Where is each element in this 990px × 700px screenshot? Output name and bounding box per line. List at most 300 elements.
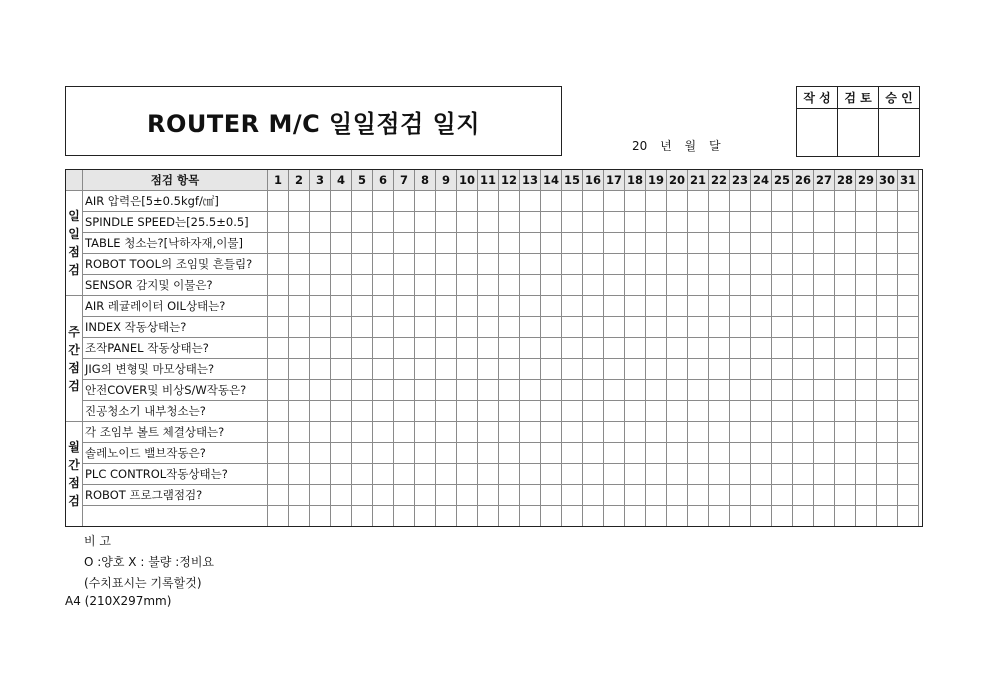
day-cell[interactable] xyxy=(625,464,646,485)
day-cell[interactable] xyxy=(499,443,520,464)
day-cell[interactable] xyxy=(856,233,877,254)
day-cell[interactable] xyxy=(625,401,646,422)
day-cell[interactable] xyxy=(730,275,751,296)
day-cell[interactable] xyxy=(562,254,583,275)
day-cell[interactable] xyxy=(457,296,478,317)
day-cell[interactable] xyxy=(751,254,772,275)
day-cell[interactable] xyxy=(772,443,793,464)
day-cell[interactable] xyxy=(793,254,814,275)
day-cell[interactable] xyxy=(877,233,898,254)
day-cell[interactable] xyxy=(814,359,835,380)
day-cell[interactable] xyxy=(352,317,373,338)
day-cell[interactable] xyxy=(541,338,562,359)
day-cell[interactable] xyxy=(331,338,352,359)
day-cell[interactable] xyxy=(646,464,667,485)
day-cell[interactable] xyxy=(730,191,751,212)
day-cell[interactable] xyxy=(793,212,814,233)
day-cell[interactable] xyxy=(667,233,688,254)
day-cell[interactable] xyxy=(646,233,667,254)
day-cell[interactable] xyxy=(520,233,541,254)
day-cell[interactable] xyxy=(499,506,520,527)
day-cell[interactable] xyxy=(436,212,457,233)
day-cell[interactable] xyxy=(772,359,793,380)
day-cell[interactable] xyxy=(436,191,457,212)
day-cell[interactable] xyxy=(457,422,478,443)
day-cell[interactable] xyxy=(478,212,499,233)
day-cell[interactable] xyxy=(709,485,730,506)
day-cell[interactable] xyxy=(772,422,793,443)
day-cell[interactable] xyxy=(856,485,877,506)
day-cell[interactable] xyxy=(646,296,667,317)
day-cell[interactable] xyxy=(415,275,436,296)
day-cell[interactable] xyxy=(562,233,583,254)
day-cell[interactable] xyxy=(373,275,394,296)
day-cell[interactable] xyxy=(436,338,457,359)
day-cell[interactable] xyxy=(373,212,394,233)
day-cell[interactable] xyxy=(562,464,583,485)
day-cell[interactable] xyxy=(814,275,835,296)
day-cell[interactable] xyxy=(478,359,499,380)
day-cell[interactable] xyxy=(835,443,856,464)
day-cell[interactable] xyxy=(898,254,919,275)
day-cell[interactable] xyxy=(772,212,793,233)
day-cell[interactable] xyxy=(331,254,352,275)
day-cell[interactable] xyxy=(625,254,646,275)
day-cell[interactable] xyxy=(520,464,541,485)
day-cell[interactable] xyxy=(310,380,331,401)
day-cell[interactable] xyxy=(415,443,436,464)
day-cell[interactable] xyxy=(331,464,352,485)
day-cell[interactable] xyxy=(520,443,541,464)
day-cell[interactable] xyxy=(499,296,520,317)
day-cell[interactable] xyxy=(520,506,541,527)
day-cell[interactable] xyxy=(436,233,457,254)
day-cell[interactable] xyxy=(520,296,541,317)
day-cell[interactable] xyxy=(478,422,499,443)
day-cell[interactable] xyxy=(835,422,856,443)
day-cell[interactable] xyxy=(688,443,709,464)
day-cell[interactable] xyxy=(772,338,793,359)
day-cell[interactable] xyxy=(457,254,478,275)
day-cell[interactable] xyxy=(793,506,814,527)
day-cell[interactable] xyxy=(310,296,331,317)
day-cell[interactable] xyxy=(436,485,457,506)
day-cell[interactable] xyxy=(289,191,310,212)
day-cell[interactable] xyxy=(751,422,772,443)
day-cell[interactable] xyxy=(289,359,310,380)
day-cell[interactable] xyxy=(898,485,919,506)
day-cell[interactable] xyxy=(856,401,877,422)
day-cell[interactable] xyxy=(772,464,793,485)
day-cell[interactable] xyxy=(436,506,457,527)
day-cell[interactable] xyxy=(730,401,751,422)
day-cell[interactable] xyxy=(331,296,352,317)
day-cell[interactable] xyxy=(268,317,289,338)
day-cell[interactable] xyxy=(415,296,436,317)
day-cell[interactable] xyxy=(331,359,352,380)
day-cell[interactable] xyxy=(289,233,310,254)
day-cell[interactable] xyxy=(562,443,583,464)
day-cell[interactable] xyxy=(373,485,394,506)
day-cell[interactable] xyxy=(583,275,604,296)
day-cell[interactable] xyxy=(562,317,583,338)
day-cell[interactable] xyxy=(667,401,688,422)
day-cell[interactable] xyxy=(310,275,331,296)
day-cell[interactable] xyxy=(835,359,856,380)
day-cell[interactable] xyxy=(604,464,625,485)
day-cell[interactable] xyxy=(898,380,919,401)
day-cell[interactable] xyxy=(289,254,310,275)
day-cell[interactable] xyxy=(436,422,457,443)
day-cell[interactable] xyxy=(688,401,709,422)
day-cell[interactable] xyxy=(499,254,520,275)
day-cell[interactable] xyxy=(457,359,478,380)
day-cell[interactable] xyxy=(415,191,436,212)
day-cell[interactable] xyxy=(415,380,436,401)
day-cell[interactable] xyxy=(268,233,289,254)
day-cell[interactable] xyxy=(646,275,667,296)
day-cell[interactable] xyxy=(268,380,289,401)
day-cell[interactable] xyxy=(268,212,289,233)
day-cell[interactable] xyxy=(730,254,751,275)
day-cell[interactable] xyxy=(310,464,331,485)
day-cell[interactable] xyxy=(310,212,331,233)
day-cell[interactable] xyxy=(751,338,772,359)
day-cell[interactable] xyxy=(268,275,289,296)
day-cell[interactable] xyxy=(730,233,751,254)
day-cell[interactable] xyxy=(394,233,415,254)
day-cell[interactable] xyxy=(499,275,520,296)
day-cell[interactable] xyxy=(898,464,919,485)
approval-sign-author[interactable] xyxy=(797,109,838,157)
day-cell[interactable] xyxy=(310,401,331,422)
day-cell[interactable] xyxy=(709,254,730,275)
day-cell[interactable] xyxy=(835,338,856,359)
day-cell[interactable] xyxy=(751,212,772,233)
approval-sign-review[interactable] xyxy=(838,109,879,157)
day-cell[interactable] xyxy=(730,443,751,464)
day-cell[interactable] xyxy=(856,191,877,212)
day-cell[interactable] xyxy=(772,254,793,275)
day-cell[interactable] xyxy=(856,422,877,443)
day-cell[interactable] xyxy=(709,296,730,317)
day-cell[interactable] xyxy=(793,338,814,359)
day-cell[interactable] xyxy=(478,233,499,254)
day-cell[interactable] xyxy=(814,317,835,338)
day-cell[interactable] xyxy=(772,380,793,401)
day-cell[interactable] xyxy=(604,422,625,443)
day-cell[interactable] xyxy=(289,212,310,233)
day-cell[interactable] xyxy=(814,233,835,254)
day-cell[interactable] xyxy=(541,422,562,443)
day-cell[interactable] xyxy=(394,401,415,422)
day-cell[interactable] xyxy=(541,464,562,485)
day-cell[interactable] xyxy=(730,296,751,317)
day-cell[interactable] xyxy=(478,254,499,275)
day-cell[interactable] xyxy=(751,296,772,317)
day-cell[interactable] xyxy=(373,443,394,464)
day-cell[interactable] xyxy=(835,317,856,338)
day-cell[interactable] xyxy=(499,317,520,338)
day-cell[interactable] xyxy=(709,422,730,443)
day-cell[interactable] xyxy=(625,506,646,527)
day-cell[interactable] xyxy=(310,233,331,254)
day-cell[interactable] xyxy=(457,485,478,506)
day-cell[interactable] xyxy=(814,296,835,317)
day-cell[interactable] xyxy=(646,338,667,359)
day-cell[interactable] xyxy=(667,485,688,506)
day-cell[interactable] xyxy=(457,506,478,527)
day-cell[interactable] xyxy=(856,506,877,527)
day-cell[interactable] xyxy=(898,359,919,380)
day-cell[interactable] xyxy=(688,422,709,443)
day-cell[interactable] xyxy=(352,254,373,275)
day-cell[interactable] xyxy=(268,401,289,422)
day-cell[interactable] xyxy=(688,296,709,317)
day-cell[interactable] xyxy=(877,212,898,233)
day-cell[interactable] xyxy=(814,212,835,233)
day-cell[interactable] xyxy=(751,275,772,296)
day-cell[interactable] xyxy=(415,359,436,380)
day-cell[interactable] xyxy=(709,380,730,401)
day-cell[interactable] xyxy=(604,254,625,275)
day-cell[interactable] xyxy=(646,506,667,527)
day-cell[interactable] xyxy=(415,254,436,275)
day-cell[interactable] xyxy=(709,443,730,464)
day-cell[interactable] xyxy=(583,296,604,317)
day-cell[interactable] xyxy=(835,275,856,296)
day-cell[interactable] xyxy=(352,338,373,359)
day-cell[interactable] xyxy=(331,422,352,443)
day-cell[interactable] xyxy=(289,443,310,464)
day-cell[interactable] xyxy=(709,233,730,254)
day-cell[interactable] xyxy=(688,233,709,254)
day-cell[interactable] xyxy=(730,485,751,506)
day-cell[interactable] xyxy=(436,359,457,380)
day-cell[interactable] xyxy=(373,380,394,401)
day-cell[interactable] xyxy=(793,359,814,380)
day-cell[interactable] xyxy=(352,506,373,527)
day-cell[interactable] xyxy=(604,380,625,401)
day-cell[interactable] xyxy=(688,191,709,212)
day-cell[interactable] xyxy=(688,359,709,380)
day-cell[interactable] xyxy=(751,191,772,212)
day-cell[interactable] xyxy=(814,380,835,401)
day-cell[interactable] xyxy=(751,443,772,464)
day-cell[interactable] xyxy=(415,212,436,233)
day-cell[interactable] xyxy=(793,380,814,401)
day-cell[interactable] xyxy=(499,422,520,443)
day-cell[interactable] xyxy=(478,296,499,317)
day-cell[interactable] xyxy=(688,254,709,275)
day-cell[interactable] xyxy=(877,422,898,443)
day-cell[interactable] xyxy=(457,275,478,296)
day-cell[interactable] xyxy=(583,422,604,443)
day-cell[interactable] xyxy=(478,191,499,212)
day-cell[interactable] xyxy=(520,317,541,338)
day-cell[interactable] xyxy=(394,485,415,506)
day-cell[interactable] xyxy=(625,212,646,233)
day-cell[interactable] xyxy=(436,275,457,296)
day-cell[interactable] xyxy=(478,380,499,401)
day-cell[interactable] xyxy=(541,506,562,527)
day-cell[interactable] xyxy=(268,506,289,527)
day-cell[interactable] xyxy=(583,233,604,254)
day-cell[interactable] xyxy=(541,254,562,275)
day-cell[interactable] xyxy=(289,380,310,401)
day-cell[interactable] xyxy=(688,506,709,527)
day-cell[interactable] xyxy=(331,506,352,527)
day-cell[interactable] xyxy=(667,338,688,359)
day-cell[interactable] xyxy=(310,359,331,380)
day-cell[interactable] xyxy=(604,233,625,254)
day-cell[interactable] xyxy=(310,506,331,527)
day-cell[interactable] xyxy=(856,443,877,464)
day-cell[interactable] xyxy=(730,422,751,443)
day-cell[interactable] xyxy=(667,380,688,401)
day-cell[interactable] xyxy=(877,338,898,359)
day-cell[interactable] xyxy=(373,254,394,275)
day-cell[interactable] xyxy=(268,296,289,317)
day-cell[interactable] xyxy=(331,401,352,422)
day-cell[interactable] xyxy=(562,485,583,506)
day-cell[interactable] xyxy=(520,191,541,212)
day-cell[interactable] xyxy=(688,338,709,359)
day-cell[interactable] xyxy=(898,275,919,296)
day-cell[interactable] xyxy=(667,443,688,464)
day-cell[interactable] xyxy=(562,191,583,212)
day-cell[interactable] xyxy=(604,275,625,296)
day-cell[interactable] xyxy=(499,212,520,233)
day-cell[interactable] xyxy=(436,401,457,422)
day-cell[interactable] xyxy=(394,443,415,464)
day-cell[interactable] xyxy=(289,338,310,359)
day-cell[interactable] xyxy=(331,443,352,464)
day-cell[interactable] xyxy=(289,296,310,317)
day-cell[interactable] xyxy=(604,338,625,359)
day-cell[interactable] xyxy=(898,338,919,359)
day-cell[interactable] xyxy=(625,275,646,296)
day-cell[interactable] xyxy=(331,212,352,233)
day-cell[interactable] xyxy=(562,296,583,317)
day-cell[interactable] xyxy=(331,317,352,338)
day-cell[interactable] xyxy=(625,233,646,254)
day-cell[interactable] xyxy=(688,464,709,485)
day-cell[interactable] xyxy=(541,275,562,296)
day-cell[interactable] xyxy=(835,506,856,527)
day-cell[interactable] xyxy=(814,191,835,212)
day-cell[interactable] xyxy=(625,485,646,506)
day-cell[interactable] xyxy=(268,191,289,212)
day-cell[interactable] xyxy=(415,422,436,443)
day-cell[interactable] xyxy=(289,464,310,485)
day-cell[interactable] xyxy=(646,317,667,338)
day-cell[interactable] xyxy=(373,506,394,527)
day-cell[interactable] xyxy=(667,464,688,485)
day-cell[interactable] xyxy=(877,443,898,464)
day-cell[interactable] xyxy=(772,191,793,212)
day-cell[interactable] xyxy=(646,443,667,464)
day-cell[interactable] xyxy=(394,317,415,338)
day-cell[interactable] xyxy=(352,401,373,422)
day-cell[interactable] xyxy=(478,506,499,527)
day-cell[interactable] xyxy=(499,485,520,506)
day-cell[interactable] xyxy=(646,191,667,212)
day-cell[interactable] xyxy=(520,359,541,380)
day-cell[interactable] xyxy=(898,296,919,317)
day-cell[interactable] xyxy=(772,506,793,527)
day-cell[interactable] xyxy=(373,401,394,422)
day-cell[interactable] xyxy=(415,338,436,359)
day-cell[interactable] xyxy=(709,338,730,359)
day-cell[interactable] xyxy=(352,275,373,296)
day-cell[interactable] xyxy=(583,359,604,380)
day-cell[interactable] xyxy=(814,485,835,506)
day-cell[interactable] xyxy=(373,191,394,212)
day-cell[interactable] xyxy=(835,296,856,317)
day-cell[interactable] xyxy=(583,317,604,338)
day-cell[interactable] xyxy=(604,506,625,527)
day-cell[interactable] xyxy=(898,317,919,338)
day-cell[interactable] xyxy=(373,317,394,338)
day-cell[interactable] xyxy=(898,443,919,464)
day-cell[interactable] xyxy=(415,485,436,506)
day-cell[interactable] xyxy=(709,359,730,380)
day-cell[interactable] xyxy=(835,233,856,254)
day-cell[interactable] xyxy=(373,422,394,443)
day-cell[interactable] xyxy=(793,485,814,506)
day-cell[interactable] xyxy=(667,191,688,212)
day-cell[interactable] xyxy=(520,212,541,233)
day-cell[interactable] xyxy=(499,338,520,359)
day-cell[interactable] xyxy=(478,464,499,485)
day-cell[interactable] xyxy=(646,485,667,506)
day-cell[interactable] xyxy=(751,506,772,527)
day-cell[interactable] xyxy=(394,338,415,359)
approval-sign-approve[interactable] xyxy=(879,109,920,157)
day-cell[interactable] xyxy=(499,380,520,401)
day-cell[interactable] xyxy=(457,317,478,338)
day-cell[interactable] xyxy=(394,380,415,401)
day-cell[interactable] xyxy=(562,506,583,527)
day-cell[interactable] xyxy=(898,233,919,254)
day-cell[interactable] xyxy=(562,401,583,422)
day-cell[interactable] xyxy=(310,338,331,359)
day-cell[interactable] xyxy=(541,191,562,212)
day-cell[interactable] xyxy=(268,443,289,464)
day-cell[interactable] xyxy=(268,422,289,443)
day-cell[interactable] xyxy=(394,422,415,443)
day-cell[interactable] xyxy=(310,191,331,212)
day-cell[interactable] xyxy=(583,443,604,464)
day-cell[interactable] xyxy=(478,317,499,338)
day-cell[interactable] xyxy=(457,212,478,233)
day-cell[interactable] xyxy=(604,212,625,233)
day-cell[interactable] xyxy=(415,233,436,254)
day-cell[interactable] xyxy=(520,401,541,422)
day-cell[interactable] xyxy=(604,443,625,464)
day-cell[interactable] xyxy=(898,191,919,212)
day-cell[interactable] xyxy=(898,422,919,443)
day-cell[interactable] xyxy=(268,464,289,485)
day-cell[interactable] xyxy=(793,275,814,296)
day-cell[interactable] xyxy=(751,485,772,506)
day-cell[interactable] xyxy=(730,506,751,527)
day-cell[interactable] xyxy=(352,380,373,401)
day-cell[interactable] xyxy=(856,380,877,401)
day-cell[interactable] xyxy=(436,380,457,401)
day-cell[interactable] xyxy=(394,296,415,317)
